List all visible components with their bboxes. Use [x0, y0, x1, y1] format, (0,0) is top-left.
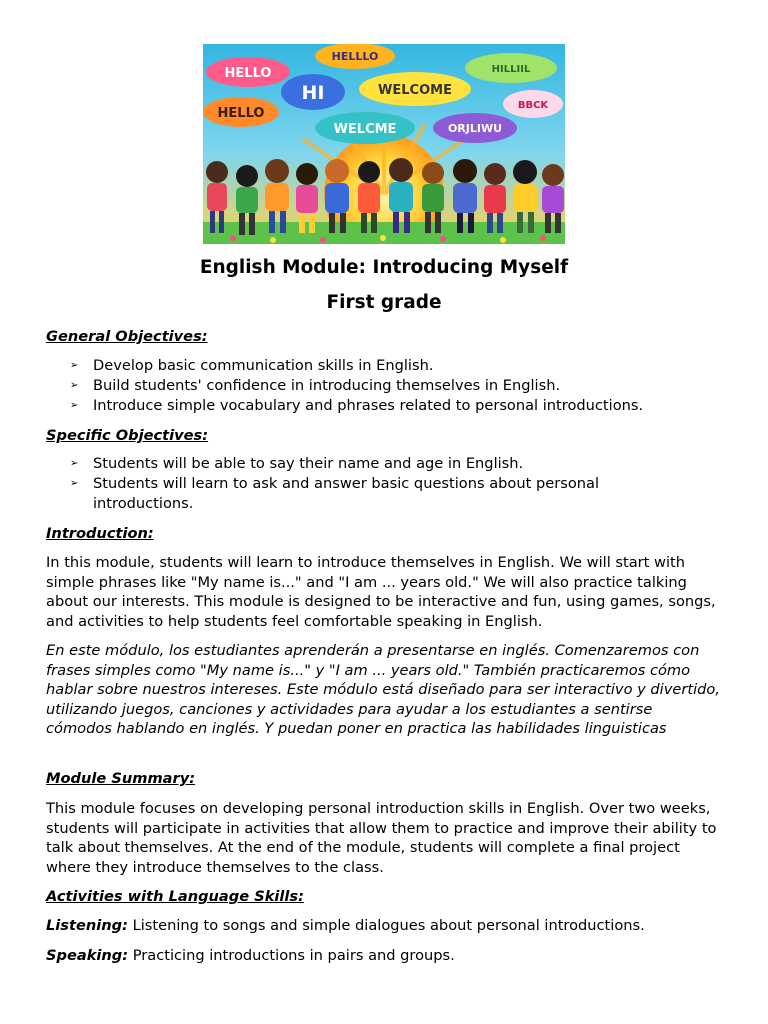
listening-label: Listening:: [46, 917, 128, 934]
activities-heading: Activities with Language Skills:: [46, 888, 304, 905]
listening-skill-line: [46, 916, 722, 936]
speaking-text: Practicing introductions in pairs and groups.: [128, 947, 455, 964]
svg-text:BBCK: BBCK: [517, 100, 549, 111]
listening-text: Listening to songs and simple dialogues about personal introductions.: [127, 917, 645, 934]
bubble-hello-2: [315, 44, 395, 69]
speaking-skill-line: [46, 946, 722, 966]
svg-text:HILLIIL: HILLIIL: [491, 64, 531, 75]
list-item: ➢ Students will learn to ask and answer basic questions about personal introductions.: [70, 475, 599, 512]
list-item: ➢ Build students' confidence in introducing themselves in English.: [70, 377, 561, 394]
module-summary-paragraph: This module focuses on developing personal introduction skills in English. Over two weeks, students will participate in activities that allow them to practice and improve their ability to talk about themselves. At the end of the module, students will complete a final project where they introduce themselves to the class.: [46, 800, 717, 876]
bubble-bbck: [503, 90, 563, 118]
introduction-heading: Introduction:: [46, 525, 154, 542]
specific-objectives-list: [46, 454, 706, 514]
svg-text:HI: HI: [301, 82, 325, 104]
bubble-hilliil: [465, 53, 557, 83]
document-subtitle: First grade: [326, 292, 442, 313]
svg-text:WELCOME: WELCOME: [378, 83, 452, 98]
arrow-bullet-icon: ➢: [70, 478, 79, 489]
arrow-bullet-icon: ➢: [70, 360, 79, 371]
list-item: ➢ Introduce simple vocabulary and phrases related to personal introductions.: [70, 397, 644, 414]
svg-text:HELLLO: HELLLO: [331, 50, 379, 63]
bubble-orjliwu: [433, 113, 517, 143]
document-title: English Module: Introducing Myself: [199, 257, 569, 278]
svg-text:HELLO: HELLO: [224, 66, 272, 81]
svg-text:WELCME: WELCME: [333, 122, 397, 137]
svg-text:HELLO: HELLO: [217, 106, 265, 121]
general-objectives-heading: General Objectives:: [46, 328, 208, 345]
introduction-paragraph-es: En este módulo, los estudiantes aprenderán a presentarse en inglés. Comenzaremos con frases simples como "My name is..." y "I am ... years old." También practicaremos cómo hablar sobre nuestros intereses. Este módulo está diseñado para ser interactivo y divertido, utilizando juegos, canciones y actividades para ayudar a los estudiantes a sentirse cómodos hablando en inglés. Y puedan poner en practica las habilidades linguisticas: [46, 642, 720, 738]
speaking-label: Speaking:: [46, 947, 129, 964]
welcome-banner-image: [203, 44, 565, 244]
bubble-welcome: [359, 72, 471, 106]
bubble-hi: [281, 74, 345, 110]
specific-objectives-heading: Specific Objectives:: [46, 427, 209, 444]
list-item: ➢ Students will be able to say their name and age in English.: [70, 455, 524, 472]
module-summary-heading: Module Summary:: [46, 770, 196, 787]
bubble-welcme: [315, 112, 415, 144]
arrow-bullet-icon: ➢: [70, 458, 79, 469]
svg-text:ORJLIWU: ORJLIWU: [447, 122, 503, 135]
general-objectives-list: [46, 356, 706, 416]
arrow-bullet-icon: ➢: [70, 380, 79, 391]
list-item: ➢ Develop basic communication skills in English.: [70, 357, 434, 374]
bubble-hello-3: [203, 97, 279, 127]
arrow-bullet-icon: ➢: [70, 400, 79, 411]
introduction-paragraph-en: In this module, students will learn to introduce themselves in English. We will start with simple phrases like "My name is..." and "I am ... years old." We will also practice talking about our interests. This module is designed to be interactive and fun, using games, songs, and activities to help students feel comfortable speaking in English.: [46, 554, 716, 630]
bubble-hello-1: [206, 57, 290, 87]
